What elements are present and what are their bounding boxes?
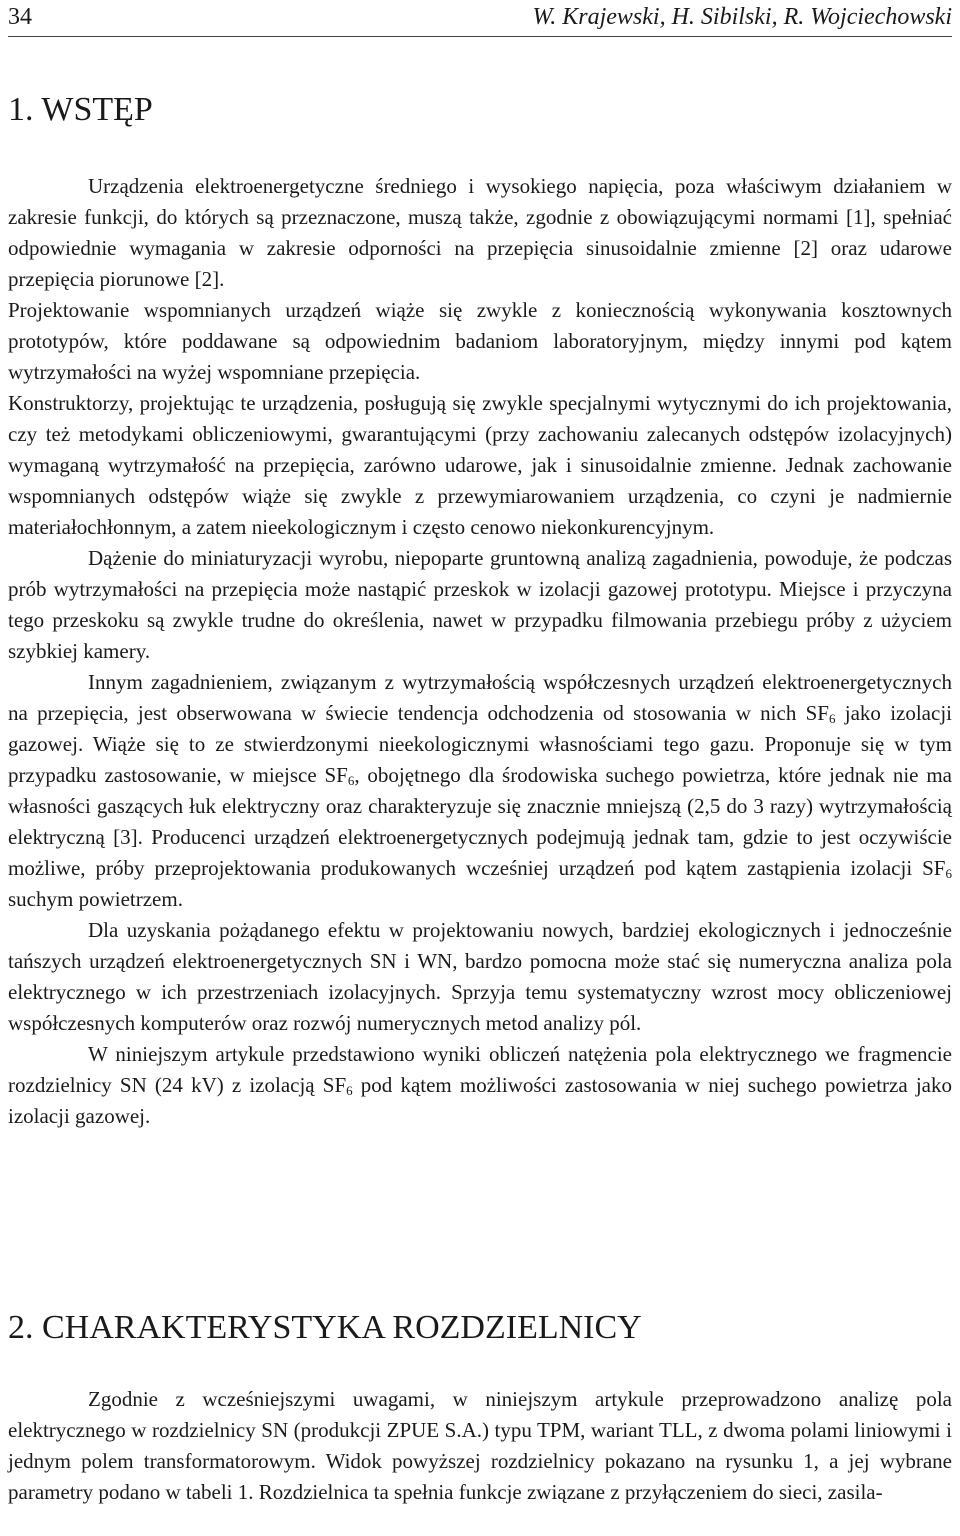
paragraph — [8, 171, 952, 295]
text-run: Dla uzyskania pożądanego efektu w projektowaniu nowych, bardziej ekologicznych i jednocześnie tańszych urządzeń elektroenergetycznych SN i WN, bardzo pomocna może stać się numeryczna analiza pola elektrycznego w ich przestrzeniach izolacyjnych. Sprzyja temu systematyczny wzrost mocy obliczeniowej współczesnych komputerów oraz rozwój numerycznych metod analizy pól. — [8, 918, 952, 1035]
paragraph — [8, 667, 952, 915]
paragraph — [8, 1384, 952, 1508]
section-body-introduction — [8, 171, 952, 1132]
text-run: Projektowanie wspomnianych urządzeń wiąże się zwykle z koniecznością wykonywania kosztownych prototypów, które poddawane są odpowiednim badaniom laboratoryjnym, między innymi pod kątem wytrzymałości na wyżej wspomniane przepięcia. — [8, 298, 952, 384]
text-run: suchym powietrzem. — [8, 887, 183, 911]
text-run: , obojętnego dla środowiska suchego powietrza, które jednak nie ma własności gaszących łuk elektryczny oraz charakteryzuje się znacznie mniejszą (2,5 do 3 razy) wytrzymałością elektryczną [3]. Producenci urządzeń elektroenergetycznych podejmują jednak tam, gdzie to jest oczywiście możliwe, próby przeprojektowania produkowanych wcześniej urządzeń pod kątem zastąpienia izolacji SF — [8, 763, 952, 880]
section-heading-introduction: 1. WSTĘP — [8, 91, 153, 128]
paragraph — [8, 543, 952, 667]
section-heading-switchgear-characteristics: 2. CHARAKTERYSTYKA ROZDZIELNICY — [8, 1309, 642, 1346]
text-run: Dążenie do miniaturyzacji wyrobu, niepoparte gruntowną analizą zagadnienia, powoduje, że podczas prób wytrzymałości na przepięcia może nastąpić przeskok w izolacji gazowej prototypu. Miejsce i przyczyna tego przeskoku są zwykle trudne do określenia, nawet w przypadku filmowania przebiegu próby z użyciem szybkiej kamery. — [8, 546, 952, 663]
section-body-switchgear-characteristics — [8, 1384, 952, 1508]
text-run: W niniejszym artykule przedstawiono wyniki obliczeń natężenia pola elektrycznego we fragmencie rozdzielnicy SN (24 kV) z izolacją SF — [8, 1042, 952, 1097]
text-run: Urządzenia elektroenergetyczne średniego i wysokiego napięcia, poza właściwym działaniem w zakresie funkcji, do których są przeznaczone, muszą także, zgodnie z obowiązującymi normami [1], spełniać odpowiednie wymagania w zakresie odporności na przepięcia sinusoidalnie zmienne [2] oraz udarowe przepięcia piorunowe [2]. — [8, 174, 952, 291]
page-header — [8, 2, 952, 32]
paragraph — [8, 915, 952, 1039]
subscript: 6 — [945, 866, 952, 881]
text-run: jako izolacji gazowej. Wiąże się to ze stwierdzonymi nieekologicznymi własnościami tego gazu. Proponuje się w tym przypadku zastosowanie, w miejsce SF — [8, 701, 952, 787]
paragraph — [8, 1039, 952, 1132]
header-rule — [8, 36, 952, 37]
page-number: 34 — [8, 4, 32, 30]
text-run: Konstruktorzy, projektując te urządzenia, posługują się zwykle specjalnymi wytycznymi do ich projektowania, czy też metodykami obliczeniowymi, gwarantującymi (przy zachowaniu zalecanych odstępów izolacyjnych) wymaganą wytrzymałość na przepięcia, zarówno udarowe, jak i sinusoidalnie zmienne. Jednak zachowanie wspomnianych odstępów wiąże się zwykle z przewymiarowaniem urządzenia, co czyni je nadmiernie materiałochłonnym, a zatem nieekologicznym i często cenowo niekonkurencyjnym. — [8, 391, 952, 539]
text-run: pod kątem możliwości zastosowania w niej suchego powietrza jako izolacji gazowej. — [8, 1073, 952, 1128]
running-head-authors: W. Krajewski, H. Sibilski, R. Wojciechowski — [532, 4, 952, 30]
paragraph — [8, 388, 952, 543]
subscript: 6 — [346, 1083, 353, 1098]
text-run: Innym zagadnieniem, związanym z wytrzymałością współczesnych urządzeń elektroenergetycznych na przepięcia, jest obserwowana w świecie tendencja odchodzenia od stosowania w nich SF — [8, 670, 952, 725]
text-run: Zgodnie z wcześniejszymi uwagami, w niniejszym artykule przeprowadzono analizę pola elektrycznego w rozdzielnicy SN (produkcji ZPUE S.A.) typu TPM, wariant TLL, z dwoma polami liniowymi i jednym polem transformatorowym. Widok powyższej rozdzielnicy pokazano na rysunku 1, a jej wybrane parametry podano w tabeli 1. Rozdzielnica ta spełnia funkcje związane z przyłączeniem do sieci, zasila- — [8, 1387, 952, 1504]
paragraph — [8, 295, 952, 388]
subscript: 6 — [828, 711, 836, 726]
subscript: 6 — [347, 773, 355, 788]
